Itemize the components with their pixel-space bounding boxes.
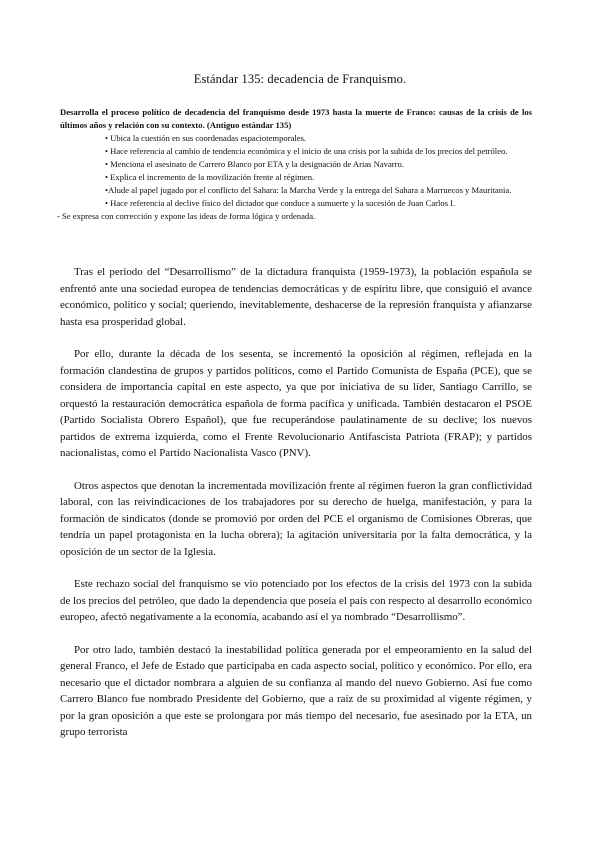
- standard-criteria-list: [60, 132, 532, 210]
- document-title: Estándar 135: decadencia de Franquismo.: [193, 72, 407, 86]
- criteria-item: • Explica el incremento de la movilización frente al régimen.: [105, 172, 315, 182]
- criteria-item: •Alude al papel jugado por el conflicto del Sahara: la Marcha Verde y la entrega del Sahara a Marruecos y Mauritania.: [105, 185, 512, 195]
- criteria-item: • Hace referencia al declive físico del dictador que conduce a sumuerte y la sucesión de Juan Carlos I.: [105, 198, 456, 208]
- standard-heading: Desarrolla el proceso político de decadencia del franquismo desde 1973 hasta la muerte de Franco: causas de la crisis de los últimos años y relación con su contexto. (Antiguo estándar 135): [60, 107, 532, 130]
- body-paragraph: Por otro lado, también destacó la inestabilidad política generada por el empeoramiento en la salud del general Franco, el Jefe de Estado que participaba en cada aspecto social, político y económico. Por ello, era necesario que el dictador nombrara a alguien de su confianza al mando del nuevo Gobierno. Así fue como Carrero Blanco fue nombrado Presidente del Gobierno, que a raíz de su proximidad al vigente régimen, y por la gran oposición a que este se prolongara por más tiempo del necesario, fue asesinado por la ETA, un grupo terrorista: [60, 643, 532, 738]
- standard-footer: - Se expresa con corrección y expone las ideas de forma lógica y ordenada.: [57, 211, 316, 221]
- criteria-item: • Menciona el asesinato de Carrero Blanco por ETA y la designación de Arias Navarro.: [105, 159, 404, 169]
- body-paragraph: Otros aspectos que denotan la incrementada movilización frente al régimen fueron la gran conflictividad laboral, con las reivindicaciones de los trabajadores por su derecho de huelga, manifestación, y para la formación de sindicatos (donde se promovió por orden del PCE el organismo de Comisiones Obreras, que tendría un papel protagonista en la lucha obrera); la agitación universitaria por la falta democrática, y la oposición de un sector de la Iglesia.: [60, 479, 532, 558]
- criteria-item: • Hace referencia al cambio de tendencia económica y el inicio de una crisis por la subida de los precios del petróleo.: [105, 146, 508, 156]
- body-paragraph: Por ello, durante la década de los sesenta, se incrementó la oposición al régimen, reflejada en la formación clandestina de grupos y partidos políticos, como el Partido Comunista de España (PCE), que se considera de importancia capital en este aspecto, ya que por iniciativa de su líder, Santiago Carrillo, se orquestó la restauración democrática española de forma pacífica y unificada. También destacaron el PSOE (Partido Socialista Obrero Español), que fue recuperándose paulatinamente de su declive; los nuevos partidos de extrema izquierda, como el Frente Revolucionario Antifascista Patriota (FRAP); y partidos nacionalistas, como el Partido Nacionalista Vasco (PNV).: [60, 348, 532, 459]
- body-paragraph: Este rechazo social del franquismo se vio potenciado por los efectos de la crisis del 1973 con la subida de los precios del petróleo, que dado la dependencia que poseía el país con respecto al desarrollo económico europeo, afectó negativamente a la economía, acabando así el ya nombrado “Desarrollismo”.: [60, 578, 532, 623]
- body-paragraph: Tras el periodo del “Desarrollismo” de la dictadura franquista (1959-1973), la población española se enfrentó ante una sociedad europea de tendencias democráticas y de espíritu libre, que consiguió el avance económico, político y social; queriendo, inevitablemente, deshacerse de la represión franquista y afianzarse hasta esa prosperidad global.: [60, 266, 532, 328]
- criteria-item: • Ubica la cuestión en sus coordenadas espaciotemporales.: [105, 133, 307, 143]
- standard-block: [57, 106, 532, 223]
- essay-body: [60, 264, 532, 757]
